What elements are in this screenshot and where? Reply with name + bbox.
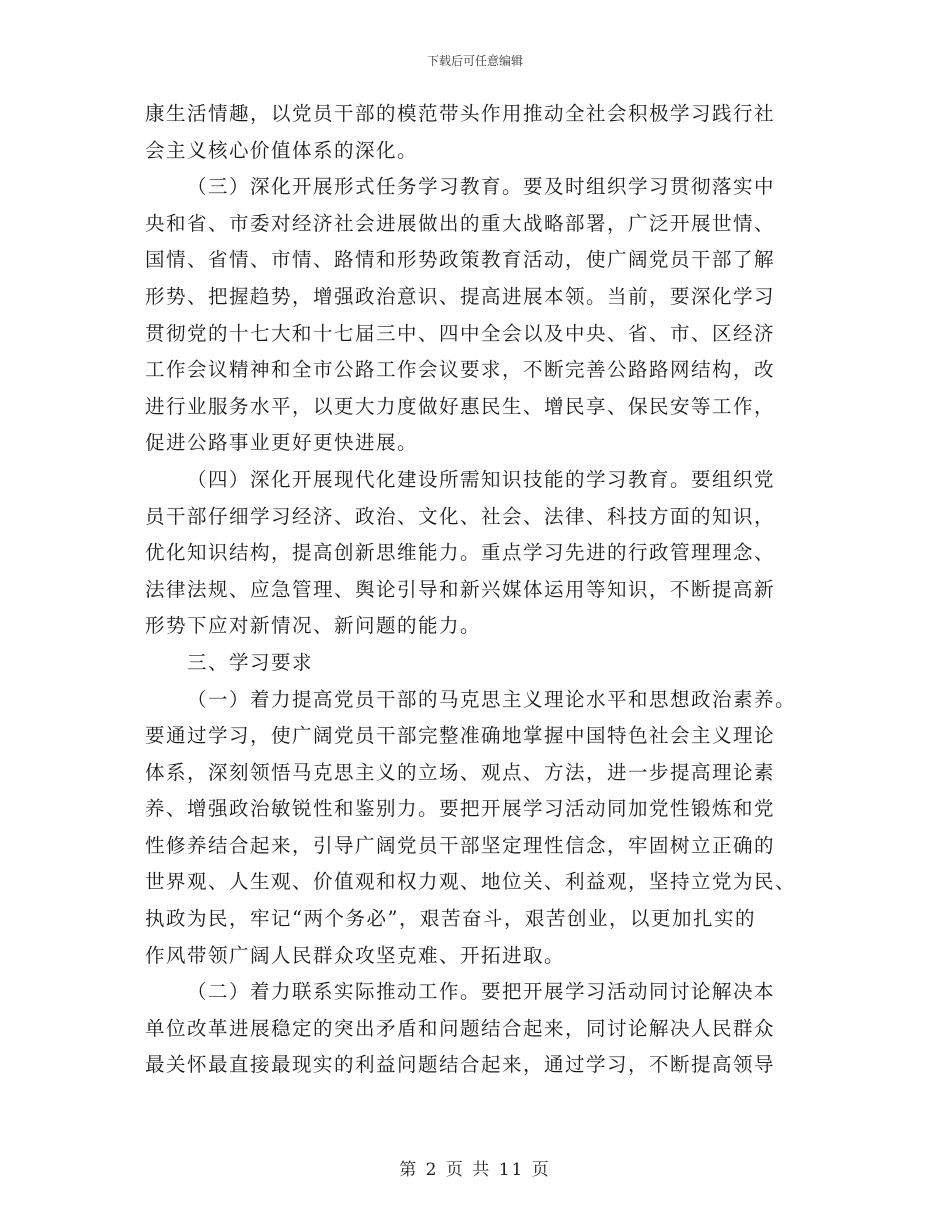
text-line: 最关怀最直接最现实的利益问题结合起来，通过学习，不断提高领导 xyxy=(145,1053,776,1077)
text-line: 促进公路事业更好更快进展。 xyxy=(145,431,419,455)
text-line: 性修养结合起来，引导广阔党员干部坚定理性信念，牢固树立正确的 xyxy=(145,833,776,857)
text-line: 会主义核心价值体系的深化。 xyxy=(145,138,419,162)
text-line: 员干部仔细学习经济、政治、文化、社会、法律、科技方面的知识， xyxy=(145,504,776,528)
text-line: 养、增强政治敏锐性和鉴别力。要把开展学习活动同加党性锻炼和党 xyxy=(145,797,776,821)
text-line: 优化知识结构，提高创新思维能力。重点学习先进的行政管理理念、 xyxy=(145,541,776,565)
page-footer: 第 2 页 共 11 页 xyxy=(399,1160,551,1180)
paragraph xyxy=(145,96,805,169)
text-line: 康生活情趣，以党员干部的模范带头作用推动全社会积极学习践行社 xyxy=(145,102,776,125)
text-line: 法律法规、应急管理、舆论引导和新兴媒体运用等知识，不断提高新 xyxy=(145,577,776,601)
text-line: 作风带领广阔人民群众攻坚克难、开拓进取。 xyxy=(145,943,566,967)
paragraph xyxy=(145,974,805,1084)
section-heading xyxy=(145,645,805,682)
text-line: 形势下应对新情况、新问题的能力。 xyxy=(145,614,482,638)
text-line: 单位改革进展稳定的突出矛盾和问题结合起来，同讨论解决人民群众 xyxy=(145,1016,776,1040)
text-line: 央和省、市委对经济社会进展做出的重大战略部署，广泛开展世情、 xyxy=(145,211,776,235)
text-line: 工作会议精神和全市公路工作会议要求，不断完善公路路网结构，改 xyxy=(145,358,776,382)
text-line: 体系，深刻领悟马克思主义的立场、观点、方法，进一步提高理论素 xyxy=(145,760,776,784)
page-header: 下载后可任意编辑 xyxy=(426,54,523,68)
text-line: 世界观、人生观、价值观和权力观、地位关、利益观，坚持立党为民、 xyxy=(145,870,797,894)
text-line: 国情、省情、市情、路情和形势政策教育活动，使广阔党员干部了解 xyxy=(145,248,776,272)
text-line: 进行业服务水平，以更大力度做好惠民生、增民享、保民安等工作， xyxy=(145,394,776,418)
document-body xyxy=(145,96,805,1084)
text-line: 三、学习要求 xyxy=(187,650,314,674)
text-line: 要通过学习，使广阔党员干部完整准确地掌握中国特色社会主义理论 xyxy=(145,724,776,748)
text-line: （三）深化开展形式任务学习教育。要及时组织学习贯彻落实中 xyxy=(187,175,776,199)
text-line: 贯彻党的十七大和十七届三中、四中全会以及中央、省、市、区经济 xyxy=(145,321,776,345)
paragraph xyxy=(145,169,805,462)
text-line: 形势、把握趋势，增强政治意识、提高进展本领。当前，要深化学习 xyxy=(145,284,776,308)
text-line: （二）着力联系实际推动工作。要把开展学习活动同讨论解决本 xyxy=(187,980,776,1004)
text-line: 执政为民，牢记“两个务必”，艰苦奋斗，艰苦创业，以更加扎实的 xyxy=(145,907,756,931)
paragraph xyxy=(145,682,805,975)
text-line: （一）着力提高党员干部的马克思主义理论水平和思想政治素养。 xyxy=(187,687,797,711)
text-line: （四）深化开展现代化建设所需知识技能的学习教育。要组织党 xyxy=(187,467,776,491)
paragraph xyxy=(145,462,805,645)
